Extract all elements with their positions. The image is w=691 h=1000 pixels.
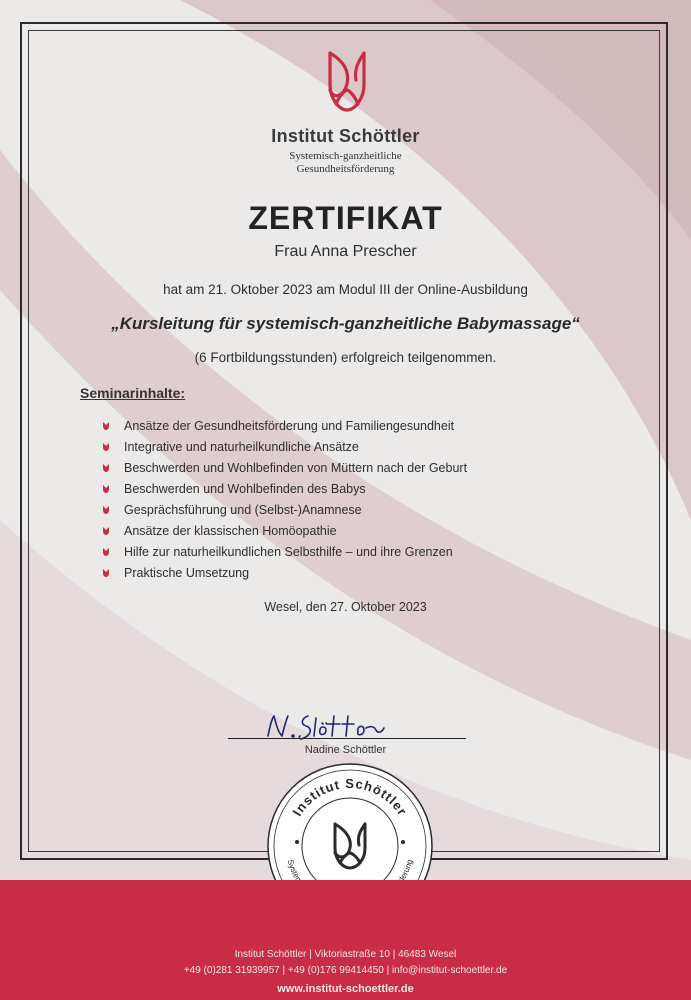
tulip-logo-icon — [322, 50, 372, 114]
list-item — [102, 563, 467, 584]
intro-text: hat am 21. Oktober 2023 am Modul III der Online-Ausbildung — [163, 282, 528, 297]
tulip-bullet-icon — [102, 484, 110, 494]
tulip-bullet-icon — [102, 463, 110, 473]
institute-subtitle-line2: Gesundheitsförderung — [296, 163, 395, 175]
completion-text: (6 Fortbildungsstunden) erfolgreich teilgenommen. — [194, 350, 497, 365]
recipient-name: Frau Anna Prescher — [274, 243, 417, 260]
seminar-list — [102, 416, 467, 584]
svg-text:Institut Schöttler: Institut Schöttler — [289, 775, 411, 819]
institute-subtitle-line1: Systemisch-ganzheitliche — [289, 150, 402, 162]
list-item — [102, 437, 467, 458]
signer-name: Nadine Schöttler — [304, 744, 387, 756]
signature-line — [228, 738, 466, 739]
list-item-label: Gesprächsführung und (Selbst-)Anamnese — [124, 503, 362, 517]
institute-name: Institut Schöttler — [271, 126, 420, 146]
svg-text:Systemisch-ganzheitliche Gesun: Syste erung — [285, 858, 415, 881]
handwritten-signature — [262, 706, 402, 746]
footer-band — [0, 880, 691, 1000]
tulip-bullet-icon — [102, 568, 110, 578]
list-item-label: Beschwerden und Wohlbefinden des Babys — [124, 482, 366, 496]
tulip-bullet-icon — [102, 526, 110, 536]
list-item-label: Integrative und naturheilkundliche Ansätze — [124, 440, 359, 454]
tulip-bullet-icon — [102, 421, 110, 431]
list-item-label: Beschwerden und Wohlbefinden von Müttern nach der Geburt — [124, 461, 468, 475]
list-item — [102, 521, 467, 542]
list-item-label: Praktische Umsetzung — [124, 566, 250, 580]
list-item — [102, 416, 467, 437]
place-date: Wesel, den 27. Oktober 2023 — [264, 600, 427, 614]
footer-website-link[interactable]: www.institut-schoettler.de — [277, 983, 414, 995]
list-item — [102, 458, 467, 479]
list-item — [102, 479, 467, 500]
tulip-bullet-icon — [102, 547, 110, 557]
list-item-label: Ansätze der Gesundheitsförderung und Familiengesundheit — [124, 419, 455, 433]
tulip-bullet-icon — [102, 442, 110, 452]
footer-contact: +49 (0)281 31939957 | +49 (0)176 99414450 | info@institut-schoettler.de — [183, 965, 508, 976]
list-item — [102, 542, 467, 563]
certificate-title: ZERTIFIKAT — [248, 200, 443, 236]
list-item-label: Hilfe zur naturheilkundlichen Selbsthilfe – und ihre Grenzen — [124, 545, 453, 559]
seminar-heading: Seminarinhalte: — [80, 385, 186, 401]
footer-address: Institut Schöttler | Viktoriastraße 10 | 46483 Wesel — [234, 949, 457, 960]
list-item — [102, 500, 467, 521]
list-item-label: Ansätze der klassischen Homöopathie — [124, 524, 337, 538]
tulip-bullet-icon — [102, 505, 110, 515]
course-title: „Kursleitung für systemisch-ganzheitliche Babymassage“ — [111, 314, 580, 333]
institute-subtitle — [0, 150, 691, 176]
